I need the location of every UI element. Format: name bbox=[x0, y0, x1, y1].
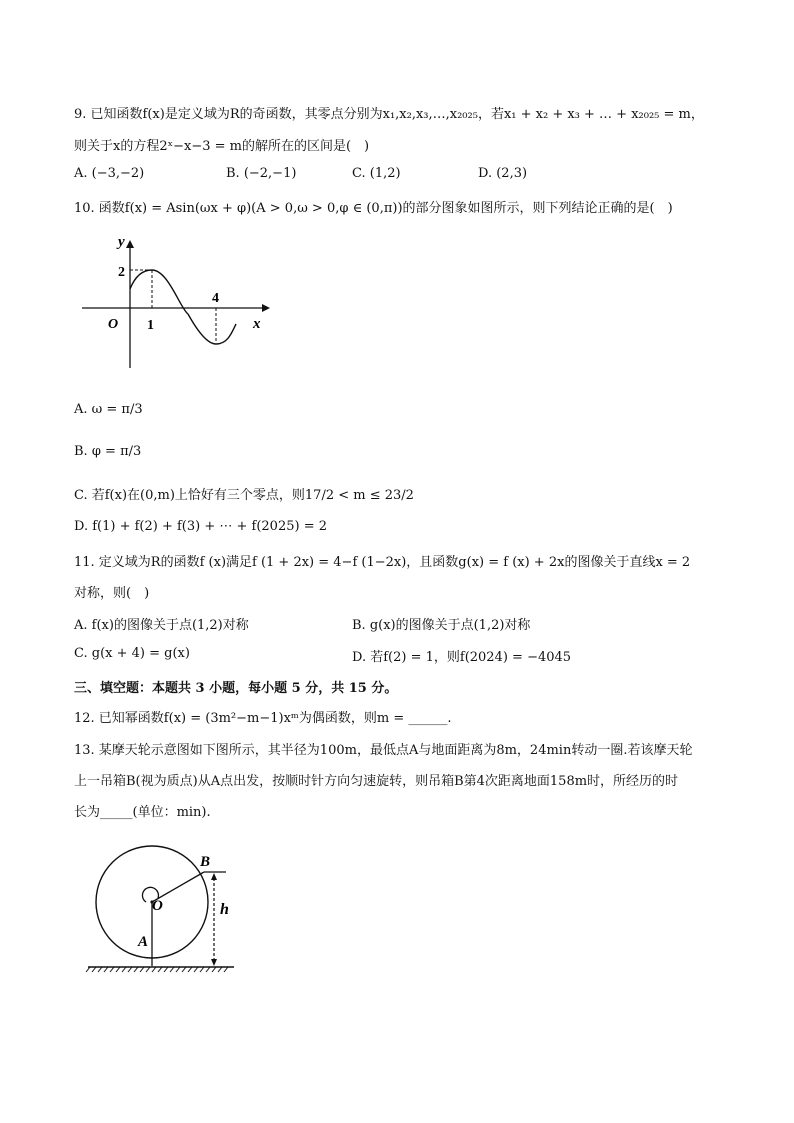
q13-line1: 13. 某摩天轮示意图如下图所示，其半径为100m，最低点A与地面距离为8m，24min转动一圈.若该摩天轮 bbox=[74, 743, 693, 758]
q13-line2: 上一吊箱B(视为质点)从A点出发，按顺时针方向匀速旋转，则吊箱B第4次距离地面158m时，所经历的时 bbox=[74, 774, 679, 789]
q9-line1: 9. 已知函数f(x)是定义域为R的奇函数，其零点分别为x₁,x₂,x₃,…,x₂₀₂₅，若x₁ + x₂ + x₃ + … + x₂₀₂₅ = m， bbox=[74, 107, 704, 122]
y-axis-label: y bbox=[118, 234, 125, 250]
x-axis-label: x bbox=[253, 316, 261, 332]
q9-option-b: B. (−2,−1) bbox=[226, 166, 297, 181]
x-tick-4-label: 4 bbox=[212, 291, 219, 306]
q10-option-a: A. ω = π/3 bbox=[74, 402, 143, 417]
q10-option-b: B. φ = π/3 bbox=[74, 444, 142, 459]
height-arrow-bottom bbox=[211, 959, 217, 966]
q11-line1: 11. 定义域为R的函数f (x)满足f (1 + 2x) = 4−f (1−2x)，且函数g(x) = f (x) + 2x的图像关于直线x = 2 bbox=[74, 555, 691, 570]
center-o-label: O bbox=[152, 898, 163, 914]
q13-ferris-wheel-figure bbox=[84, 838, 254, 978]
q11-option-d: D. 若f(2) = 1，则f(2024) = −4045 bbox=[352, 650, 572, 665]
height-arrow-top bbox=[211, 873, 217, 880]
q11-option-b: B. g(x)的图像关于点(1,2)对称 bbox=[352, 618, 531, 633]
x-axis-arrow bbox=[262, 304, 270, 312]
q11-line2: 对称，则( ) bbox=[74, 586, 150, 601]
sine-curve bbox=[130, 270, 236, 344]
height-h-label: h bbox=[220, 901, 229, 918]
q9-option-c: C. (1,2) bbox=[352, 166, 401, 181]
origin-label: O bbox=[108, 317, 119, 332]
q9-line2: 则关于x的方程2ˣ−x−3 = m的解所在的区间是( ) bbox=[74, 139, 370, 154]
x-tick-1-label: 1 bbox=[147, 318, 154, 333]
q9-option-a: A. (−3,−2) bbox=[74, 166, 145, 181]
q13-line3: 长为_____(单位：min). bbox=[74, 805, 211, 820]
section-3-heading: 三、填空题：本题共 3 小题，每小题 5 分，共 15 分。 bbox=[74, 681, 398, 696]
q9-option-d: D. (2,3) bbox=[478, 166, 528, 181]
q10-option-d: D. f(1) + f(2) + f(3) + ⋯ + f(2025) = 2 bbox=[74, 519, 327, 534]
peak-value-label: 2 bbox=[118, 265, 125, 280]
q11-option-a: A. f(x)的图像关于点(1,2)对称 bbox=[74, 618, 249, 633]
point-a-label: A bbox=[138, 934, 149, 950]
point-b-label: B bbox=[200, 854, 211, 870]
q10-stem: 10. 函数f(x) = Asin(ωx + φ)(A > 0,ω > 0,φ ∈ (0,π))的部分图象如图所示，则下列结论正确的是( ) bbox=[74, 201, 673, 216]
q11-option-c: C. g(x + 4) = g(x) bbox=[74, 646, 190, 661]
q10-option-c: C. 若f(x)在(0,m)上恰好有三个零点，则17/2 < m ≤ 23/2 bbox=[74, 488, 414, 503]
q10-sine-graph bbox=[76, 232, 276, 372]
q12-stem: 12. 已知幂函数f(x) = (3m²−m−1)xᵐ为偶函数，则m = ______. bbox=[74, 711, 452, 726]
y-axis-arrow bbox=[126, 240, 134, 248]
